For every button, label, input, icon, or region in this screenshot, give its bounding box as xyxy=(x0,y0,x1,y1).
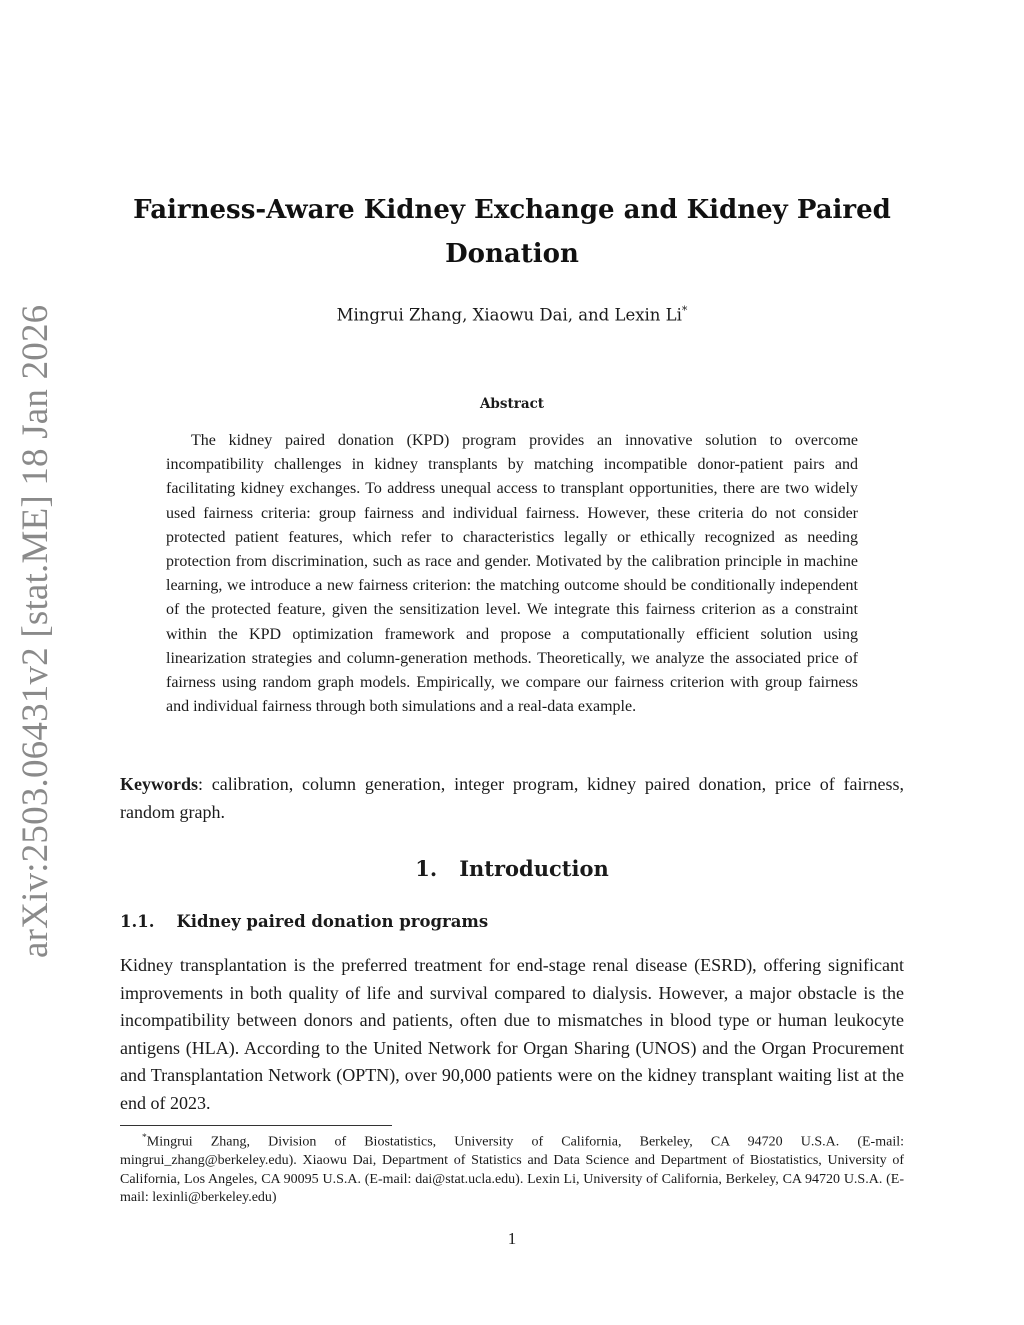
keywords-block xyxy=(120,771,904,826)
subsection-heading xyxy=(120,912,904,931)
section-title: Introduction xyxy=(459,856,609,881)
author-footnote xyxy=(120,1129,904,1208)
intro-paragraph: Kidney transplantation is the preferred treatment for end-stage renal disease (ESRD), offering significant improvements in both quality of life and survival compared to dialysis. However, a major obstacle is the incompatibility between donors and patients, often due to mismatches in blood type or human leukocyte antigens (HLA). According to the United Network for Organ Sharing (UNOS) and the Organ Procurement and Transplantation Network (OPTN), over 90,000 patients were on the kidney transplant waiting list at the end of 2023. xyxy=(120,955,904,1113)
subsection-number: 1.1. xyxy=(120,912,155,931)
footnote-divider xyxy=(120,1125,392,1126)
section-heading-introduction xyxy=(120,856,904,881)
author-footnote-marker[interactable]: * xyxy=(681,304,688,317)
keywords-label: Keywords xyxy=(120,774,198,794)
abstract-text: The kidney paired donation (KPD) program provides an innovative solution to overcome incompatibility challenges in kidney transplants by matching incompatible donor-patient pairs and facilitating kidney exchanges. To address unequal access to transplant opportunities, there are two widely used fairness criteria: group fairness and individual fairness. However, these criteria do not consider protected patient features, which refer to characteristics legally or ethically recognized as needing protection from discrimination, such as race and gender. Motivated by the calibration principle in machine learning, we introduce a new fairness criterion: the matching outcome should be conditionally independent of the protected feature, given the sensitization level. We integrate this fairness criterion as a constraint within the KPD optimization framework and propose a computationally efficient solution using linearization strategies and column-generation methods. Theoretically, we analyze the associated price of fairness using random graph models. Empirically, we compare our fairness criterion with group fairness and individual fairness through both simulations and a real-data example. xyxy=(166,432,858,716)
section-number: 1. xyxy=(415,856,438,881)
author-names: Mingrui Zhang, Xiaowu Dai, and Lexin Li xyxy=(336,305,682,325)
abstract-heading: Abstract xyxy=(479,396,545,412)
keywords-list: : calibration, column generation, integer program, kidney paired donation, price of fairness, random graph. xyxy=(120,774,904,822)
page-number: 1 xyxy=(507,1229,517,1248)
subsection-title: Kidney paired donation programs xyxy=(176,912,489,931)
author-list xyxy=(120,298,904,329)
paper-title: Fairness-Aware Kidney Exchange and Kidney Paired Donation xyxy=(133,195,891,269)
arxiv-identifier-stamp: arXiv:2503.06431v2 [stat.ME] 18 Jan 2026 xyxy=(15,304,56,958)
footnote-marker: * xyxy=(142,1133,147,1143)
footnote-text: Mingrui Zhang, Division of Biostatistics, University of California, Berkeley, CA 94720 U.S.A. (E-mail: mingrui_zhang@berkeley.edu). Xiaowu Dai, Department of Statistics and Data Science and Department of Biostatistics, University of California, Los Angeles, CA 90095 U.S.A. (E-mail: dai@stat.ucla.edu). Lexin Li, University of California, Berkeley, CA 94720 U.S.A. (E-mail: lexinli@berkeley.edu) xyxy=(120,1134,904,1206)
